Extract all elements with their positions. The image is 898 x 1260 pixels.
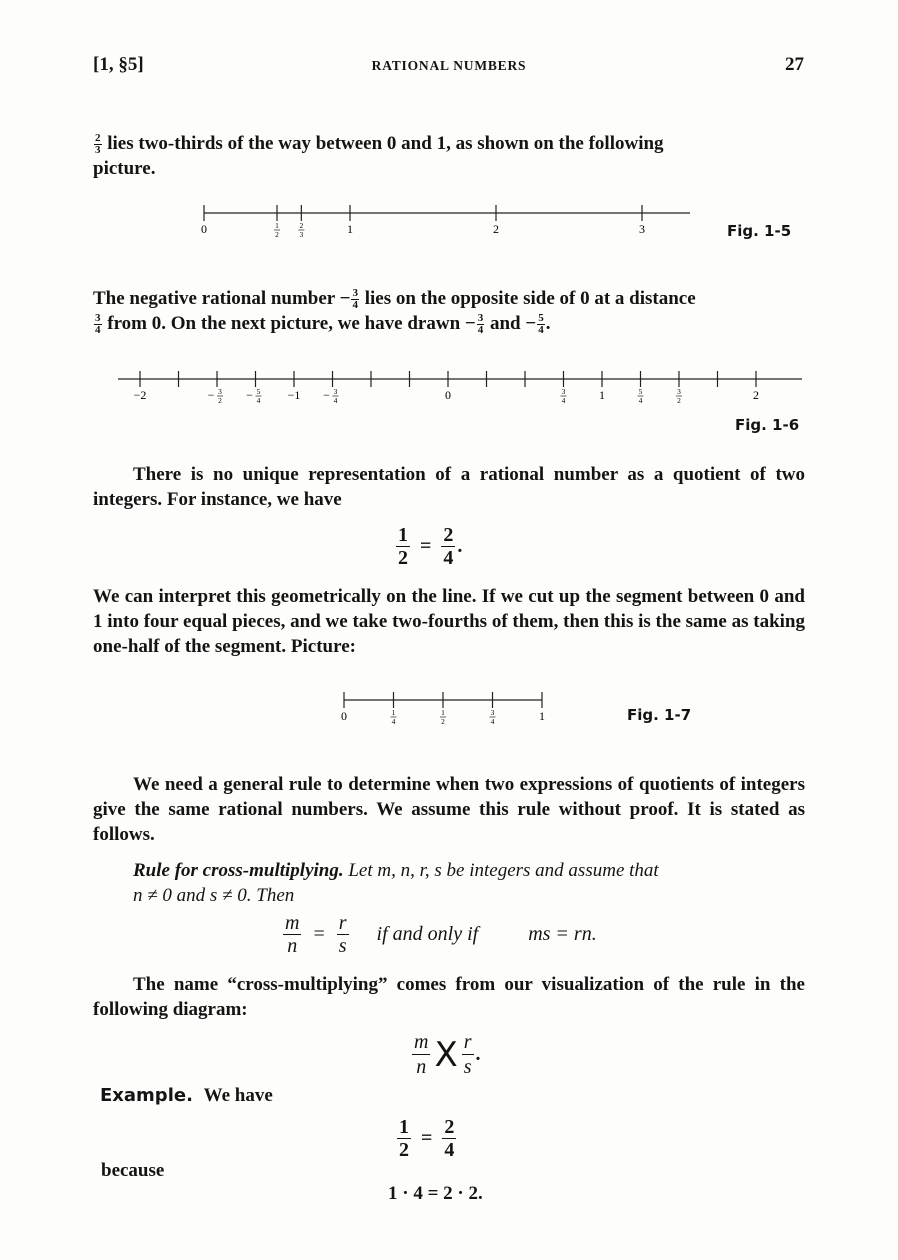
tick-label-denominator: 4 <box>256 396 261 405</box>
figure-caption: Fig. 1-6 <box>735 416 800 434</box>
tick-label-numerator: 3 <box>218 387 222 396</box>
fraction: $\frac{1}{2}$ <box>399 1116 409 1161</box>
tick-label-denominator: 4 <box>490 717 495 726</box>
tick-label-denominator: 2 <box>218 396 222 405</box>
fraction: $\frac{m}{n}$ <box>285 912 300 957</box>
tick-label-numerator: 5 <box>638 387 643 396</box>
tick-label-denominator: 2 <box>441 717 445 726</box>
tick-label-denominator: 4 <box>561 396 566 405</box>
tick-label: 2 <box>753 388 759 402</box>
tick-label-numerator: 5 <box>256 387 261 396</box>
tick-label-sign: − <box>246 388 253 402</box>
tick-label: 1 <box>539 709 545 723</box>
tick-label-numerator: 3 <box>677 387 681 396</box>
running-title: RATIONAL NUMBERS <box>371 58 527 73</box>
equation-cross-multiply: $\frac{m}{n}$ = $\frac{r}{s}$ if and only if ms = rn. <box>285 912 597 957</box>
example-line: Example. We have <box>100 1085 273 1106</box>
number-line-fig-1-5 <box>180 196 720 244</box>
fraction: $\frac{2}{4}$ <box>443 524 454 569</box>
fraction: $\frac{r}{s}$ <box>463 1031 472 1078</box>
tick-label: 3 <box>639 222 645 236</box>
paragraph-cross-name: The name “cross-multiplying” comes from our visualization of the rule in the following diagram: <box>93 974 805 1020</box>
section-reference: [1, §5] <box>93 54 144 75</box>
paragraph-representation: There is no unique representation of a rational number as a quotient of two integers. For instance, we have <box>93 464 805 510</box>
tick-label-numerator: 3 <box>561 387 566 396</box>
tick-label-denominator: 3 <box>299 230 304 239</box>
fraction: $\frac{3}{4}$ <box>95 312 101 337</box>
paragraph-geometric: We can interpret this geometrically on the line. If we cut up the segment between 0 and 1 into four equal pieces, and we take two-fourths of them, then this is the same as taking one-half of the segment. Picture: <box>93 586 805 657</box>
number-line-fig-1-6 <box>110 362 810 412</box>
equation-product: 1 · 4 = 2 · 2. <box>388 1183 483 1204</box>
tick-label-numerator: 1 <box>441 708 445 717</box>
tick-label-denominator: 4 <box>638 396 643 405</box>
tick-label-sign: − <box>323 388 330 402</box>
paragraph-intro: $\frac{2}{3}$ lies two-thirds of the way between 0 and 1, as shown on the following picture. <box>93 132 664 180</box>
rule-heading: Rule for cross-multiplying. <box>133 860 344 881</box>
tick-label: 0 <box>445 388 451 402</box>
example-heading: Example. <box>100 1085 193 1106</box>
fraction: $\frac{1}{2}$ <box>398 524 408 569</box>
fraction: $\frac{2}{4}$ <box>444 1116 455 1161</box>
fraction: $\frac{m}{n}$ <box>414 1031 429 1078</box>
tick-label: 0 <box>341 709 347 723</box>
tick-label-denominator: 2 <box>677 396 681 405</box>
equation-half-equals-two-fourths: $\frac{1}{2}$ = $\frac{2}{4}$ . <box>398 524 463 569</box>
tick-label-denominator: 2 <box>275 230 279 239</box>
tick-label-denominator: 4 <box>333 396 338 405</box>
tick-label-numerator: 2 <box>299 221 304 230</box>
cross-multiply-diagram: $\frac{m}{n}$ X $\frac{r}{s}$ . <box>414 1031 481 1078</box>
result-text: ms = rn. <box>528 923 597 945</box>
tick-label: 2 <box>493 222 499 236</box>
number-line-fig-1-7 <box>326 684 566 730</box>
condition-text: if and only if <box>376 923 479 945</box>
fraction: $\frac{3}{4}$ <box>352 287 358 312</box>
because-text: because <box>101 1160 165 1181</box>
tick-label-denominator: 4 <box>391 717 396 726</box>
tick-label-sign: − <box>207 388 215 402</box>
figure-caption: Fig. 1-7 <box>627 706 692 724</box>
tick-label: 1 <box>347 222 353 236</box>
tick-label: 0 <box>201 222 207 236</box>
fraction: $\frac{2}{3}$ <box>95 132 101 157</box>
tick-label: −2 <box>133 388 147 402</box>
tick-label-numerator: 3 <box>333 387 338 396</box>
tick-label-numerator: 3 <box>490 708 495 717</box>
tick-label-numerator: 1 <box>391 708 396 717</box>
tick-label: 1 <box>599 388 605 402</box>
page-number: 27 <box>785 54 804 75</box>
tick-label-numerator: 1 <box>275 221 279 230</box>
figure-caption: Fig. 1-5 <box>727 222 792 240</box>
cross-symbol: X <box>434 1034 458 1075</box>
equation-example: $\frac{1}{2}$ = $\frac{2}{4}$ <box>399 1116 455 1161</box>
fraction: $\frac{3}{4}$ <box>477 312 484 337</box>
fraction: $\frac{5}{4}$ <box>538 312 544 337</box>
rule-statement: Rule for cross-multiplying. Let m, n, r, s be integers and assume that n ≠ 0 and s ≠ 0. Then <box>133 860 659 906</box>
fraction: $\frac{r}{s}$ <box>338 912 347 957</box>
tick-label: −1 <box>287 388 301 402</box>
paragraph-general-rule: We need a general rule to determine when two expressions of quotients of integers give the same rational numbers. We assume this rule without proof. It is stated as follows. <box>93 774 805 845</box>
paragraph-negative: The negative rational number − $\frac{3}{4}$ lies on the opposite side of 0 at a distance $\frac{3}{4}$ from 0. On the next picture, we have drawn − $\frac{3}{4}$ and − $\frac{5}{4}$ . <box>93 287 696 337</box>
